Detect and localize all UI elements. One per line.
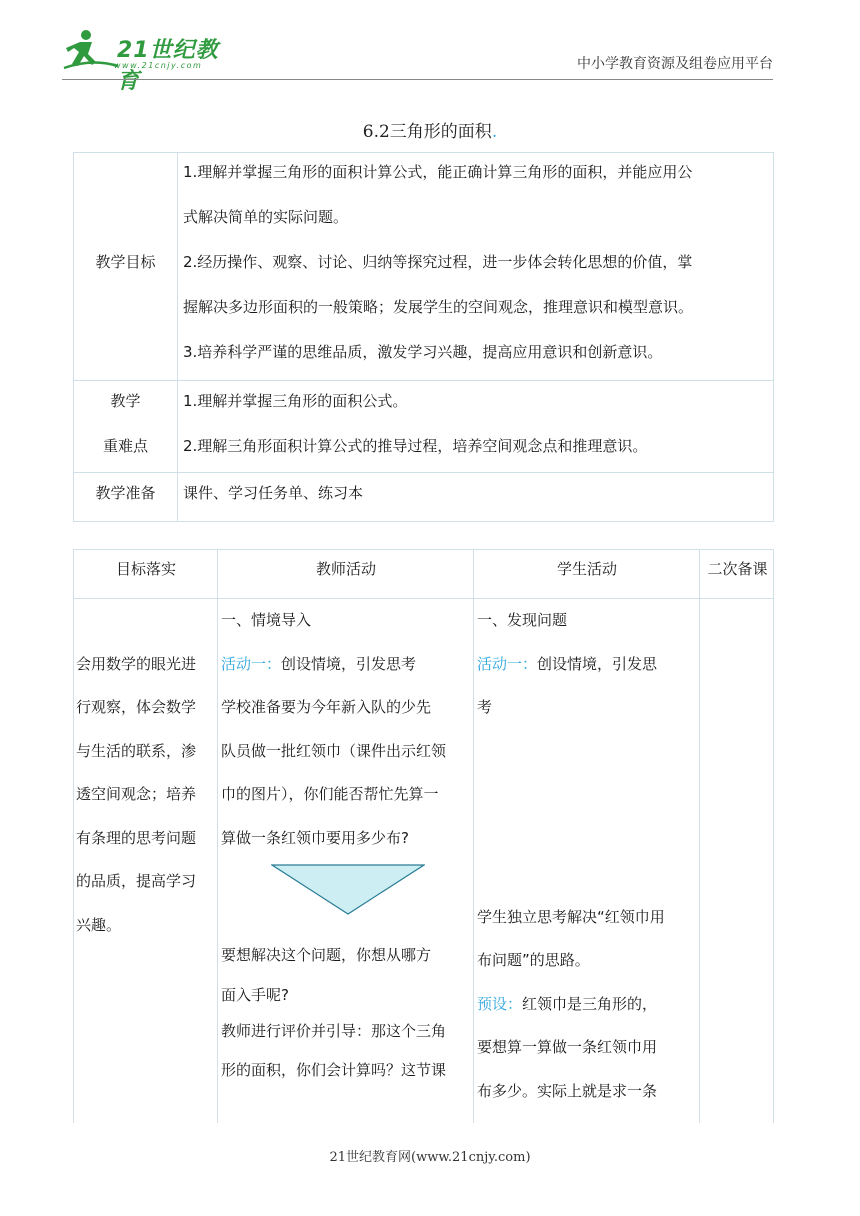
keypoint-line: 2.理解三角形面积计算公式的推导过程，培养空间观念点和推理意识。 bbox=[183, 437, 648, 455]
keypoints-row bbox=[74, 381, 773, 473]
lesson-overview-table bbox=[73, 152, 774, 522]
goal-line: 的品质，提高学习 bbox=[76, 872, 197, 890]
goal-line: 会用数学的眼光进 bbox=[76, 654, 197, 673]
keypoints-label-line1: 教学 bbox=[110, 392, 141, 410]
teacher-cell bbox=[221, 599, 473, 1093]
platform-name: 中小学教育资源及组卷应用平台 bbox=[577, 56, 773, 72]
spacer bbox=[477, 730, 699, 896]
goal-line: 1.理解并掌握三角形的面积计算公式，能正确计算三角形的面积，并能应用公 bbox=[183, 163, 693, 181]
goals-label-cell bbox=[74, 153, 178, 380]
keypoints-content bbox=[178, 381, 773, 472]
goal-line bbox=[76, 599, 218, 643]
header-divider bbox=[62, 79, 773, 80]
goal-line: 兴趣。 bbox=[76, 915, 122, 934]
preset-label: 预设： bbox=[477, 994, 523, 1013]
teacher-line: 队员做一批红领巾（课件出示红领 bbox=[221, 741, 447, 760]
logo-text: 21世纪教育 bbox=[117, 38, 219, 94]
keypoints-label-line2: 重难点 bbox=[102, 437, 148, 455]
keypoints-label-cell bbox=[74, 381, 178, 472]
student-line: 学生独立思考解决“红领巾用 bbox=[477, 907, 665, 926]
header-student: 学生活动 bbox=[556, 560, 617, 578]
title-mark: . bbox=[491, 122, 498, 142]
title-text: 6.2三角形的面积 bbox=[362, 122, 492, 142]
page-title bbox=[0, 117, 860, 142]
activity-text: 创设情境，引发思考 bbox=[281, 654, 417, 673]
teacher-line: 要想解决这个问题，你想从哪方 bbox=[221, 945, 432, 964]
student-preset bbox=[477, 983, 699, 1027]
prep-label: 教学准备 bbox=[95, 484, 156, 502]
runner-icon bbox=[62, 28, 122, 74]
logo-url: www.21cnjy.com bbox=[114, 61, 203, 70]
preset-text: 红领巾是三角形的， bbox=[522, 994, 658, 1013]
student-line: 布多少。实际上就是求一条 bbox=[477, 1081, 658, 1100]
page-footer: 21世纪教育网(www.21cnjy.com) bbox=[329, 1150, 531, 1165]
goal-line: 3.培养科学严谨的思维品质，激发学习兴趣，提高应用意识和创新意识。 bbox=[183, 343, 663, 361]
prep-row bbox=[74, 473, 773, 522]
header-goal: 目标落实 bbox=[115, 560, 176, 578]
activity-label: 活动一： bbox=[221, 654, 282, 673]
goals-label: 教学目标 bbox=[95, 253, 156, 271]
header-revision: 二次备课 bbox=[707, 560, 768, 578]
activity-label: 活动一： bbox=[477, 654, 538, 673]
teacher-line: 面入手呢? bbox=[221, 986, 289, 1004]
keypoint-line: 1.理解并掌握三角形的面积公式。 bbox=[183, 392, 408, 410]
activity-table bbox=[73, 549, 774, 1123]
prep-label-cell bbox=[74, 473, 178, 522]
student-activity bbox=[477, 643, 699, 687]
goal-line: 式解决简单的实际问题。 bbox=[183, 208, 349, 226]
goal-line: 行观察，体会数学 bbox=[76, 698, 197, 716]
student-section-title: 一、发现问题 bbox=[477, 611, 568, 629]
goal-line: 透空间观念；培养 bbox=[76, 785, 197, 803]
teacher-section-title: 一、情境导入 bbox=[221, 611, 312, 629]
goals-content bbox=[178, 153, 773, 380]
prep-content: 课件、学习任务单、练习本 bbox=[183, 484, 364, 502]
teacher-line: 教师进行评价并引导：那这个三角 bbox=[221, 1022, 447, 1040]
activity-text: 创设情境，引发思 bbox=[537, 654, 658, 673]
teacher-activity bbox=[221, 643, 473, 687]
goals-row bbox=[74, 153, 773, 381]
goal-line: 有条理的思考问题 bbox=[76, 828, 197, 847]
header-teacher: 教师活动 bbox=[315, 560, 376, 578]
teacher-line: 算做一条红领巾要用多少布? bbox=[221, 828, 409, 847]
student-cell bbox=[477, 599, 699, 1113]
goal-cell bbox=[76, 599, 218, 947]
teacher-line: 学校准备要为今年新入队的少先 bbox=[221, 698, 432, 716]
student-line: 要想算一算做一条红领巾用 bbox=[477, 1038, 658, 1056]
teacher-line: 形的面积，你们会计算吗？这节课 bbox=[221, 1061, 447, 1079]
student-line: 考 bbox=[477, 698, 493, 716]
logo bbox=[62, 28, 232, 94]
red-scarf-triangle bbox=[271, 864, 425, 916]
goal-line: 2.经历操作、观察、讨论、归纳等探究过程，进一步体会转化思想的价值，掌 bbox=[183, 253, 693, 271]
teacher-line: 巾的图片），你们能否帮忙先算一 bbox=[221, 785, 439, 803]
goal-line: 与生活的联系，渗 bbox=[76, 741, 197, 760]
goal-line: 握解决多边形面积的一般策略；发展学生的空间观念，推理意识和模型意识。 bbox=[183, 298, 694, 316]
student-line: 布问题”的思路。 bbox=[477, 951, 590, 969]
